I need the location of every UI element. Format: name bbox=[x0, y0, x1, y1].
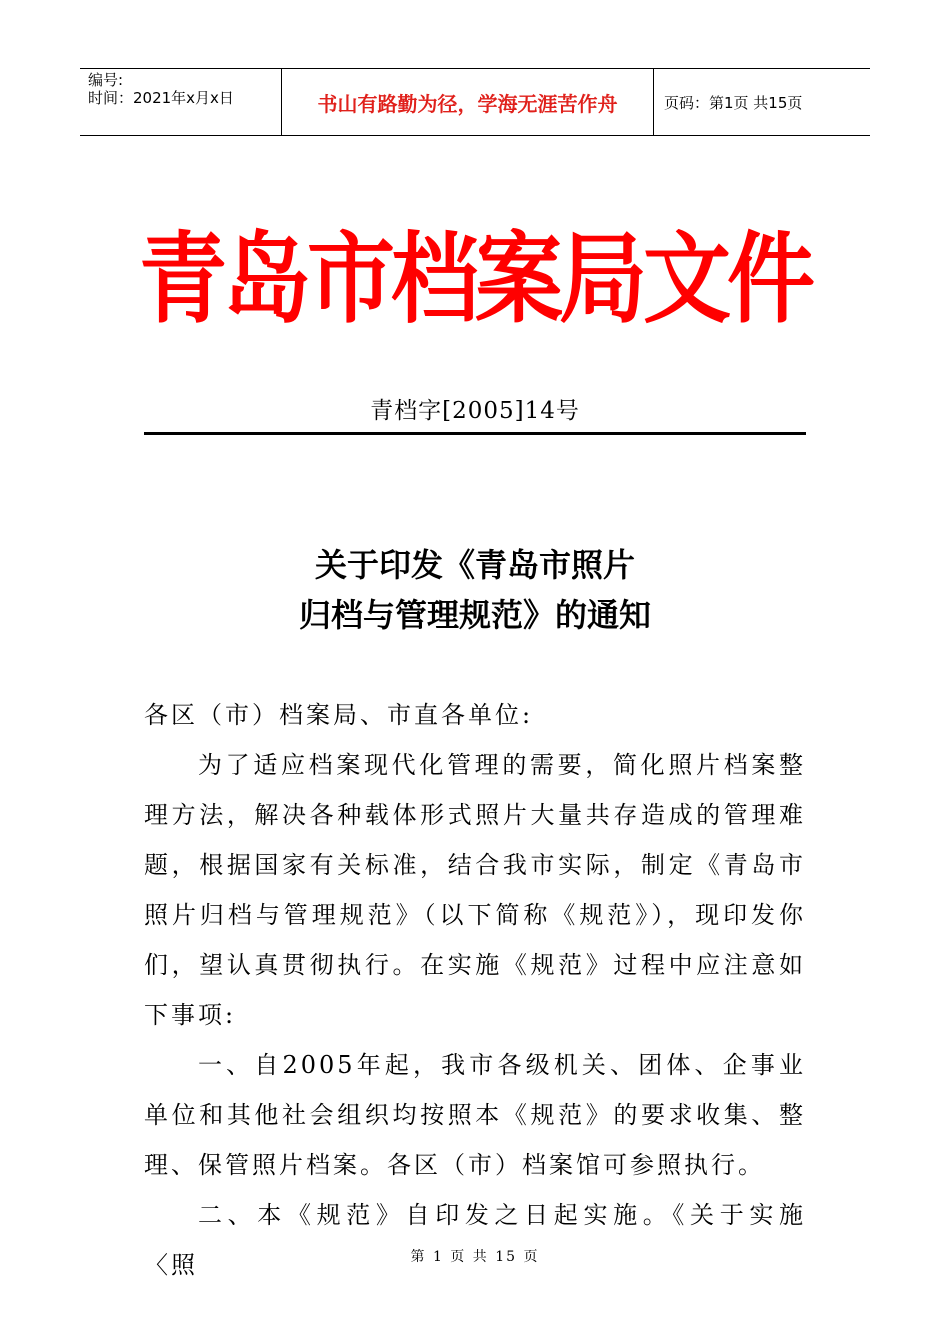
page-footer: 第 1 页 共 15 页 bbox=[410, 1249, 540, 1265]
paragraph-2: 一、自2005年起，我市各级机关、团体、企事业单位和其他社会组织均按照本《规范》的要求收集、整理、保管照片档案。各区（市）档案馆可参照执行。 bbox=[144, 1051, 806, 1179]
salutation: 各区（市）档案局、市直各单位: bbox=[144, 701, 534, 729]
serial-label: 编号: bbox=[88, 71, 124, 89]
header-left-cell bbox=[80, 69, 282, 135]
paragraph-1: 为了适应档案现代化管理的需要，简化照片档案整理方法，解决各种载体形式照片大量共存造成的管理难题，根据国家有关标准，结合我市实际，制定《青岛市照片归档与管理规范》（以下简称《规范》），现印发你们，望认真贯彻执行。在实施《规范》过程中应注意如下事项: bbox=[144, 751, 806, 1029]
date-label: 时间：2021年x月x日 bbox=[88, 89, 234, 107]
org-title: 青岛市档案局文件 bbox=[138, 221, 811, 337]
doc-title-line2: 归档与管理规范》的通知 bbox=[298, 596, 651, 634]
paragraph-3: 二、本《规范》自印发之日起实施。《关于实施〈照 bbox=[144, 1201, 806, 1279]
header-page-info: 页码：第1页 共15页 bbox=[664, 93, 803, 112]
doc-title-line1: 关于印发《青岛市照片 bbox=[314, 546, 635, 584]
header-table bbox=[80, 68, 870, 136]
body-text bbox=[144, 690, 806, 1290]
separator-line bbox=[144, 432, 806, 435]
doc-number: 青档字[2005]14号 bbox=[370, 398, 580, 424]
doc-title bbox=[0, 540, 950, 640]
header-motto: 书山有路勤为径，学海无涯苦作舟 bbox=[282, 69, 654, 135]
